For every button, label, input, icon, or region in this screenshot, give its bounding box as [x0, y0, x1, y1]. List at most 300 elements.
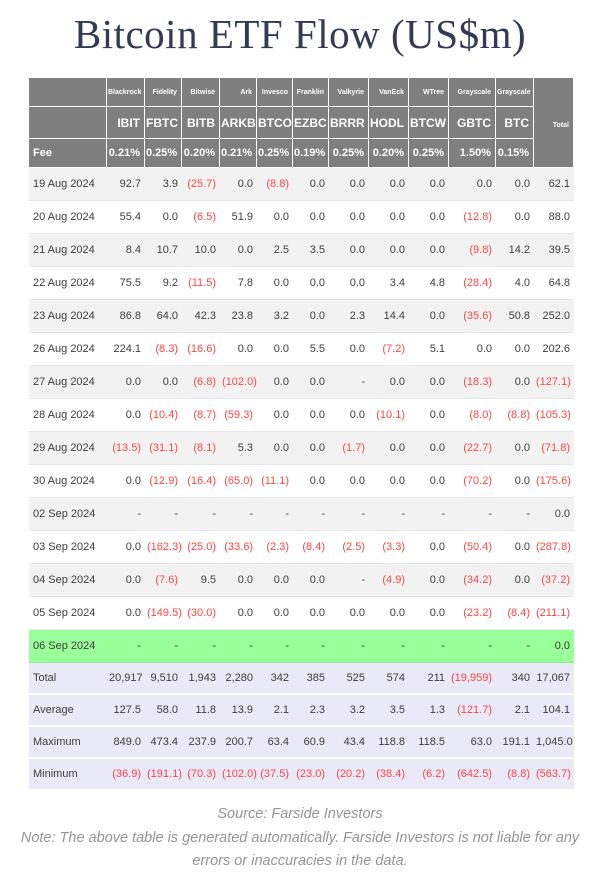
flow-value-cell: 0.0 — [220, 234, 257, 267]
flow-value-cell: 0.0 — [293, 465, 329, 498]
flow-value-cell: (10.4) — [145, 399, 182, 432]
summary-row — [29, 759, 574, 791]
summary-value-cell: 2,280 — [220, 663, 257, 695]
flow-value-cell: 0.0 — [409, 399, 449, 432]
issuer-header: Franklin — [293, 78, 329, 107]
flow-value-cell: (33.6) — [220, 531, 257, 564]
issuer-header: Fidelity — [145, 78, 182, 107]
summary-value-cell: (38.4) — [369, 759, 409, 791]
flow-value-cell: 0.0 — [107, 366, 145, 399]
summary-value-cell: 2.1 — [257, 695, 293, 727]
date-cell: 29 Aug 2024 — [29, 432, 107, 465]
flow-value-cell: (25.7) — [182, 168, 220, 201]
flow-value-cell: 9.5 — [182, 564, 220, 597]
total-column-header: Total — [534, 78, 574, 168]
summary-value-cell: (563.7) — [534, 759, 574, 791]
ticker-header: IBIT — [107, 107, 145, 139]
issuer-header: Invesco — [257, 78, 293, 107]
flow-row — [29, 399, 574, 432]
flow-value-cell: - — [329, 630, 369, 663]
etf-flow-table — [29, 78, 574, 791]
table-footer — [0, 803, 600, 872]
summary-label: Maximum — [29, 727, 107, 759]
date-cell: 02 Sep 2024 — [29, 498, 107, 531]
flow-value-cell: 0.0 — [496, 531, 534, 564]
flow-value-cell: - — [329, 366, 369, 399]
flow-value-cell: (105.3) — [534, 399, 574, 432]
flow-value-cell: 75.5 — [107, 267, 145, 300]
flow-value-cell: - — [449, 630, 496, 663]
flow-value-cell: 0.0 — [257, 201, 293, 234]
flow-value-cell: - — [107, 630, 145, 663]
flow-value-cell: (7.2) — [369, 333, 409, 366]
flow-value-cell: (1.7) — [329, 432, 369, 465]
summary-value-cell: (20.2) — [329, 759, 369, 791]
ticker-header: BTCO — [257, 107, 293, 139]
flow-value-cell: 62.1 — [534, 168, 574, 201]
page-title: Bitcoin ETF Flow (US$m) — [73, 11, 527, 57]
flow-value-cell: 0.0 — [409, 168, 449, 201]
flow-value-cell: 0.0 — [369, 168, 409, 201]
flow-row — [29, 168, 574, 201]
summary-value-cell: 60.9 — [293, 727, 329, 759]
flow-value-cell: 0.0 — [329, 597, 369, 630]
flow-value-cell: 0.0 — [220, 597, 257, 630]
flow-value-cell: (149.5) — [145, 597, 182, 630]
flow-value-cell: 0.0 — [449, 168, 496, 201]
flow-value-cell: 0.0 — [496, 201, 534, 234]
date-cell: 21 Aug 2024 — [29, 234, 107, 267]
ticker-header: FBTC — [145, 107, 182, 139]
flow-value-cell: 5.3 — [220, 432, 257, 465]
flow-value-cell: 0.0 — [329, 267, 369, 300]
summary-value-cell: 43.4 — [329, 727, 369, 759]
flow-value-cell: - — [496, 630, 534, 663]
flow-value-cell: (23.2) — [449, 597, 496, 630]
flow-value-cell: 64.8 — [534, 267, 574, 300]
flow-value-cell: 0.0 — [369, 201, 409, 234]
flow-value-cell: (102.0) — [220, 366, 257, 399]
flow-value-cell: 0.0 — [257, 267, 293, 300]
flow-value-cell: 224.1 — [107, 333, 145, 366]
flow-value-cell: (211.1) — [534, 597, 574, 630]
summary-label: Total — [29, 663, 107, 695]
ticker-header: GBTC — [449, 107, 496, 139]
flow-value-cell: 0.0 — [449, 333, 496, 366]
issuer-header: Ark — [220, 78, 257, 107]
fee-cell: 0.25% — [329, 139, 369, 168]
date-cell: 19 Aug 2024 — [29, 168, 107, 201]
flow-value-cell: 0.0 — [409, 234, 449, 267]
flow-value-cell: (30.0) — [182, 597, 220, 630]
summary-row — [29, 727, 574, 759]
flow-value-cell: 0.0 — [329, 465, 369, 498]
header-corner-cell — [29, 78, 107, 107]
fee-cell: 0.19% — [293, 139, 329, 168]
flow-value-cell: 0.0 — [293, 366, 329, 399]
date-cell: 05 Sep 2024 — [29, 597, 107, 630]
summary-value-cell: 1,943 — [182, 663, 220, 695]
summary-value-cell: 17,067 — [534, 663, 574, 695]
flow-value-cell: - — [145, 498, 182, 531]
summary-value-cell: 525 — [329, 663, 369, 695]
flow-value-cell: 5.1 — [409, 333, 449, 366]
issuer-header: VanEck — [369, 78, 409, 107]
ticker-header: EZBC — [293, 107, 329, 139]
summary-value-cell: 2.1 — [496, 695, 534, 727]
ticker-header: BRRR — [329, 107, 369, 139]
flow-value-cell: 252.0 — [534, 300, 574, 333]
flow-value-cell: 0.0 — [107, 564, 145, 597]
flow-value-cell: 0.0 — [329, 399, 369, 432]
table-summary — [29, 663, 574, 791]
summary-value-cell: 2.3 — [293, 695, 329, 727]
flow-value-cell: 0.0 — [220, 168, 257, 201]
flow-row — [29, 366, 574, 399]
flow-value-cell: 0.0 — [369, 432, 409, 465]
flow-value-cell: 0.0 — [329, 201, 369, 234]
summary-value-cell: 3.2 — [329, 695, 369, 727]
table-body — [29, 168, 574, 663]
flow-value-cell: (18.3) — [449, 366, 496, 399]
flow-value-cell: 0.0 — [293, 432, 329, 465]
flow-value-cell: (50.4) — [449, 531, 496, 564]
fee-cell: 0.15% — [496, 139, 534, 168]
flow-value-cell: 0.0 — [220, 564, 257, 597]
flow-row — [29, 300, 574, 333]
flow-value-cell: (28.4) — [449, 267, 496, 300]
flow-value-cell: 0.0 — [409, 300, 449, 333]
flow-value-cell: 88.0 — [534, 201, 574, 234]
flow-value-cell: 0.0 — [409, 564, 449, 597]
flow-value-cell: (12.8) — [449, 201, 496, 234]
flow-value-cell: 0.0 — [257, 366, 293, 399]
issuer-header-row — [29, 78, 574, 107]
flow-value-cell: (59.3) — [220, 399, 257, 432]
flow-value-cell: 10.7 — [145, 234, 182, 267]
flow-value-cell: (25.0) — [182, 531, 220, 564]
flow-value-cell: (65.0) — [220, 465, 257, 498]
summary-value-cell: (23.0) — [293, 759, 329, 791]
fee-cell: 0.20% — [369, 139, 409, 168]
flow-value-cell: 86.8 — [107, 300, 145, 333]
flow-value-cell: 0.0 — [369, 597, 409, 630]
summary-value-cell: 237.9 — [182, 727, 220, 759]
flow-value-cell: 14.4 — [369, 300, 409, 333]
flow-value-cell: 0.0 — [293, 399, 329, 432]
flow-value-cell: 0.0 — [293, 201, 329, 234]
flow-value-cell: - — [293, 498, 329, 531]
summary-value-cell: (121.7) — [449, 695, 496, 727]
flow-value-cell: 0.0 — [409, 597, 449, 630]
summary-value-cell: 211 — [409, 663, 449, 695]
flow-value-cell: (11.5) — [182, 267, 220, 300]
flow-value-cell: (8.8) — [257, 168, 293, 201]
flow-value-cell: 10.0 — [182, 234, 220, 267]
summary-value-cell: (8.8) — [496, 759, 534, 791]
summary-value-cell: 63.0 — [449, 727, 496, 759]
flow-value-cell: 0.0 — [145, 366, 182, 399]
ticker-header-row — [29, 107, 574, 139]
flow-value-cell: 2.3 — [329, 300, 369, 333]
flow-value-cell: (2.3) — [257, 531, 293, 564]
flow-value-cell: 0.0 — [369, 234, 409, 267]
flow-value-cell: - — [220, 498, 257, 531]
flow-value-cell: 0.0 — [293, 564, 329, 597]
flow-row — [29, 432, 574, 465]
flow-value-cell: 0.0 — [107, 399, 145, 432]
date-cell: 28 Aug 2024 — [29, 399, 107, 432]
date-cell: 26 Aug 2024 — [29, 333, 107, 366]
flow-value-cell: 55.4 — [107, 201, 145, 234]
summary-value-cell: 118.5 — [409, 727, 449, 759]
flow-value-cell: (16.6) — [182, 333, 220, 366]
flow-value-cell: (70.2) — [449, 465, 496, 498]
flow-value-cell: - — [409, 630, 449, 663]
date-cell: 20 Aug 2024 — [29, 201, 107, 234]
flow-row — [29, 267, 574, 300]
flow-value-cell: 0.0 — [496, 465, 534, 498]
flow-value-cell: 0.0 — [496, 432, 534, 465]
flow-value-cell: (22.7) — [449, 432, 496, 465]
flow-row — [29, 531, 574, 564]
flow-value-cell: 2.5 — [257, 234, 293, 267]
flow-value-cell: 0.0 — [293, 597, 329, 630]
flow-value-cell: 0.0 — [496, 564, 534, 597]
flow-value-cell: (175.6) — [534, 465, 574, 498]
flow-value-cell: (8.7) — [182, 399, 220, 432]
date-cell: 27 Aug 2024 — [29, 366, 107, 399]
flow-value-cell: 0.0 — [293, 267, 329, 300]
flow-value-cell: (6.8) — [182, 366, 220, 399]
flow-value-cell: 3.2 — [257, 300, 293, 333]
date-cell: 23 Aug 2024 — [29, 300, 107, 333]
flow-value-cell: (31.1) — [145, 432, 182, 465]
summary-value-cell: 13.9 — [220, 695, 257, 727]
flow-row — [29, 597, 574, 630]
flow-value-cell: 0.0 — [293, 300, 329, 333]
flow-value-cell: (8.8) — [496, 399, 534, 432]
summary-value-cell: (19,959) — [449, 663, 496, 695]
summary-value-cell: 342 — [257, 663, 293, 695]
flow-value-cell: 202.6 — [534, 333, 574, 366]
summary-value-cell: 58.0 — [145, 695, 182, 727]
summary-value-cell: (102.0) — [220, 759, 257, 791]
summary-value-cell: (70.3) — [182, 759, 220, 791]
flow-value-cell: 0.0 — [409, 432, 449, 465]
flow-value-cell: (34.2) — [449, 564, 496, 597]
flow-value-cell: 0.0 — [257, 564, 293, 597]
summary-value-cell: 191.1 — [496, 727, 534, 759]
flow-value-cell: 51.9 — [220, 201, 257, 234]
flow-value-cell: 0.0 — [293, 168, 329, 201]
ticker-header: BTC — [496, 107, 534, 139]
flow-value-cell: (8.4) — [293, 531, 329, 564]
summary-value-cell: (37.5) — [257, 759, 293, 791]
flow-value-cell: (37.2) — [534, 564, 574, 597]
flow-value-cell: 0.0 — [107, 531, 145, 564]
fee-cell: 0.25% — [145, 139, 182, 168]
date-cell: 06 Sep 2024 — [29, 630, 107, 663]
flow-value-cell: 50.8 — [496, 300, 534, 333]
summary-value-cell: 3.5 — [369, 695, 409, 727]
flow-row — [29, 201, 574, 234]
flow-value-cell: 7.8 — [220, 267, 257, 300]
flow-value-cell: 0.0 — [409, 366, 449, 399]
flow-value-cell: (16.4) — [182, 465, 220, 498]
summary-value-cell: 1.3 — [409, 695, 449, 727]
summary-row — [29, 695, 574, 727]
summary-value-cell: 385 — [293, 663, 329, 695]
summary-value-cell: 340 — [496, 663, 534, 695]
flow-value-cell: - — [329, 498, 369, 531]
summary-value-cell: (6.2) — [409, 759, 449, 791]
flow-value-cell: - — [496, 498, 534, 531]
flow-value-cell: 0.0 — [107, 465, 145, 498]
header-corner-cell — [29, 107, 107, 139]
flow-value-cell: (127.1) — [534, 366, 574, 399]
flow-value-cell: (71.8) — [534, 432, 574, 465]
fee-cell: 1.50% — [449, 139, 496, 168]
flow-value-cell: (162.3) — [145, 531, 182, 564]
summary-value-cell: 11.8 — [182, 695, 220, 727]
fee-cell: 0.21% — [220, 139, 257, 168]
date-cell: 30 Aug 2024 — [29, 465, 107, 498]
flow-row — [29, 465, 574, 498]
ticker-header: ARKB — [220, 107, 257, 139]
flow-value-cell: - — [369, 498, 409, 531]
summary-value-cell: 118.8 — [369, 727, 409, 759]
issuer-header: WTree — [409, 78, 449, 107]
flow-value-cell: 39.5 — [534, 234, 574, 267]
summary-value-cell: (36.9) — [107, 759, 145, 791]
flow-value-cell: 0.0 — [107, 597, 145, 630]
issuer-header: Grayscale — [496, 78, 534, 107]
flow-value-cell: 8.4 — [107, 234, 145, 267]
flow-value-cell: (11.1) — [257, 465, 293, 498]
flow-value-cell: 42.3 — [182, 300, 220, 333]
note-text: Note: The above table is generated automatically. Farside Investors is not liable for any errors or inaccuracies in the data. — [20, 830, 580, 869]
summary-value-cell: 127.5 — [107, 695, 145, 727]
summary-value-cell: 9,510 — [145, 663, 182, 695]
page — [0, 10, 600, 872]
source-text: Source: Farside Investors — [217, 806, 383, 822]
flow-value-cell: 0.0 — [329, 168, 369, 201]
fee-cell: 0.25% — [409, 139, 449, 168]
flow-value-cell: 3.4 — [369, 267, 409, 300]
summary-value-cell: 20,917 — [107, 663, 145, 695]
table-header — [29, 78, 574, 168]
ticker-header: BTCW — [409, 107, 449, 139]
flow-value-cell: 0.0 — [496, 366, 534, 399]
summary-value-cell: 473.4 — [145, 727, 182, 759]
flow-value-cell: (287.8) — [534, 531, 574, 564]
flow-value-cell: 0.0 — [257, 597, 293, 630]
fee-row — [29, 139, 574, 168]
flow-value-cell: 0.0 — [257, 333, 293, 366]
flow-value-cell: 23.8 — [220, 300, 257, 333]
flow-value-cell: - — [409, 498, 449, 531]
flow-value-cell: 0.0 — [409, 201, 449, 234]
flow-value-cell: (13.5) — [107, 432, 145, 465]
flow-value-cell: (7.6) — [145, 564, 182, 597]
flow-value-cell: 9.2 — [145, 267, 182, 300]
summary-value-cell: (191.1) — [145, 759, 182, 791]
flow-value-cell: - — [182, 630, 220, 663]
flow-value-cell: (6.5) — [182, 201, 220, 234]
flow-value-cell: 0.0 — [145, 201, 182, 234]
flow-value-cell: 0.0 — [534, 630, 574, 663]
flow-value-cell: (8.0) — [449, 399, 496, 432]
flow-value-cell: (3.3) — [369, 531, 409, 564]
flow-value-cell: 0.0 — [409, 531, 449, 564]
flow-value-cell: 14.2 — [496, 234, 534, 267]
flow-value-cell: - — [182, 498, 220, 531]
flow-value-cell: (2.5) — [329, 531, 369, 564]
flow-value-cell: 4.0 — [496, 267, 534, 300]
flow-value-cell: 5.5 — [293, 333, 329, 366]
summary-value-cell: 574 — [369, 663, 409, 695]
flow-value-cell: (8.4) — [496, 597, 534, 630]
flow-row — [29, 234, 574, 267]
flow-value-cell: - — [257, 498, 293, 531]
flow-value-cell: 3.9 — [145, 168, 182, 201]
summary-value-cell: 63.4 — [257, 727, 293, 759]
summary-label: Minimum — [29, 759, 107, 791]
flow-value-cell: - — [293, 630, 329, 663]
flow-value-cell: 0.0 — [369, 366, 409, 399]
ticker-header: BITB — [182, 107, 220, 139]
flow-value-cell: - — [369, 630, 409, 663]
fee-cell: 0.25% — [257, 139, 293, 168]
date-cell: 03 Sep 2024 — [29, 531, 107, 564]
fee-label: Fee — [29, 139, 107, 168]
flow-value-cell: 0.0 — [496, 333, 534, 366]
issuer-header: Blackrock — [107, 78, 145, 107]
summary-value-cell: 849.0 — [107, 727, 145, 759]
summary-label: Average — [29, 695, 107, 727]
date-cell: 22 Aug 2024 — [29, 267, 107, 300]
summary-value-cell: (642.5) — [449, 759, 496, 791]
flow-value-cell: (12.9) — [145, 465, 182, 498]
flow-value-cell: 0.0 — [257, 432, 293, 465]
flow-value-cell: - — [329, 564, 369, 597]
flow-row — [29, 564, 574, 597]
flow-value-cell: - — [107, 498, 145, 531]
flow-value-cell: (9.8) — [449, 234, 496, 267]
flow-value-cell: 0.0 — [220, 333, 257, 366]
fee-cell: 0.20% — [182, 139, 220, 168]
flow-value-cell: 0.0 — [496, 168, 534, 201]
flow-row — [29, 630, 574, 663]
flow-value-cell: - — [257, 630, 293, 663]
flow-value-cell: - — [145, 630, 182, 663]
flow-value-cell: 0.0 — [534, 498, 574, 531]
flow-row — [29, 498, 574, 531]
flow-value-cell: 0.0 — [257, 399, 293, 432]
flow-value-cell: - — [220, 630, 257, 663]
flow-value-cell: (10.1) — [369, 399, 409, 432]
issuer-header: Grayscale — [449, 78, 496, 107]
flow-row — [29, 333, 574, 366]
flow-value-cell: 0.0 — [329, 234, 369, 267]
summary-value-cell: 1,045.0 — [534, 727, 574, 759]
flow-value-cell: (4.9) — [369, 564, 409, 597]
flow-value-cell: 64.0 — [145, 300, 182, 333]
flow-value-cell: 92.7 — [107, 168, 145, 201]
flow-value-cell: 0.0 — [329, 333, 369, 366]
summary-value-cell: 104.1 — [534, 695, 574, 727]
